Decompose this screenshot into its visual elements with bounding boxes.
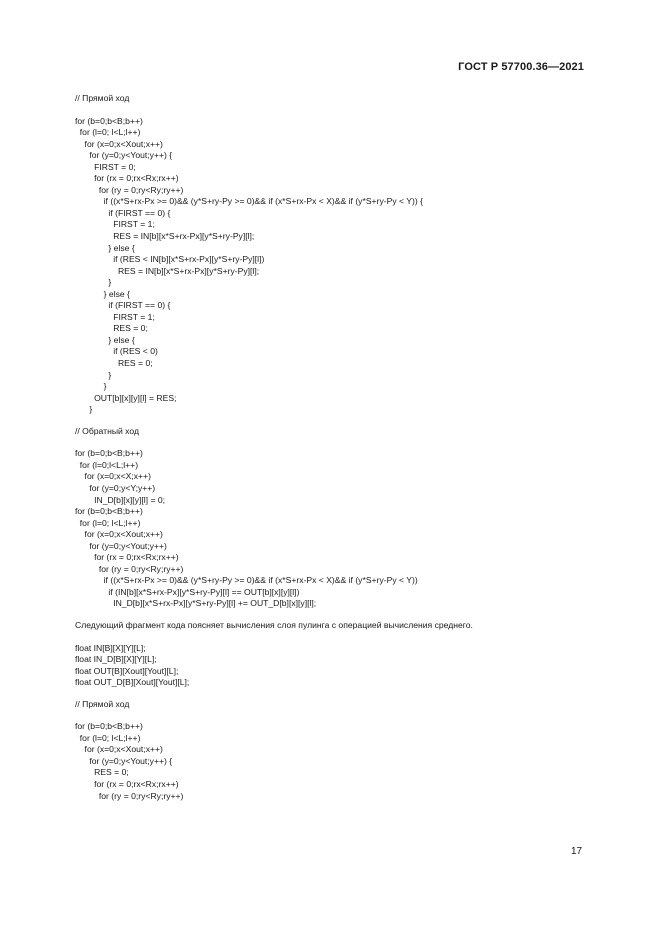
code-block-avg-pool-forward: for (b=0;b<B;b++) for (l=0; l<L;l++) for (x=0;x<Xout;x++) for (y=0;y<Yout;y++) { RES = 0; for (rx = 0;rx<Rx;rx++) for (ry = 0;ry<Ry;ry++) [75, 721, 184, 801]
page-number: 17 [571, 846, 583, 857]
paragraph-avg-pool-intro: Следующий фрагмент кода поясняет вычисления слоя пулинга с операцией вычисления среднего. [75, 619, 473, 630]
document-header: ГОСТ Р 57700.36—2021 [458, 61, 584, 73]
document-body [75, 93, 595, 802]
comment-backward-pass: // Обратный ход [75, 425, 139, 436]
comment-forward-pass-avg: // Прямой ход [75, 698, 130, 709]
code-block-max-pool-backward: for (b=0;b<B;b++) for (l=0;l<L;l++) for (x=0;x<X;x++) for (y=0;y<Y;y++) IN_D[b][x][y][l] = 0; for (b=0;b<B;b++) for (l=0; l<L;l++) for (x=0;x<Xout;x++) for (y=0;y<Yout;y++) for (rx = 0;rx<Rx;rx++) for (ry = 0;ry<Ry;ry++) if ((x*S+rx-Px >= 0)&& (y*S+ry-Py >= 0)&& if (x*S+rx-Px < X)&& if (y*S+ry-Py < Y)) if (IN[b][x*S+rx-Px][y*S+ry-Py][l] == OUT[b][x][y][l]) IN_D[b][x*S+rx-Px][y*S+ry-Py][l] += OUT_D[b][x][y][l]; [75, 448, 418, 609]
comment-forward-pass: // Прямой ход [75, 93, 130, 103]
code-block-declarations: float IN[B][X][Y][L]; float IN_D[B][X][Y][L]; float OUT[B][Xout][Yout][L]; float OUT_D[B][Xout][Yout][L]; [75, 642, 190, 688]
code-block-max-pool-forward: for (b=0;b<B;b++) for (l=0; l<L;l++) for (x=0;x<Xout;x++) for (y=0;y<Yout;y++) { FIRST = 0; for (rx = 0;rx<Rx;rx++) for (ry = 0;ry<Ry;ry++) if ((x*S+rx-Px >= 0)&& (y*S+ry-Py >= 0)&& if (x*S+rx-Px < X)&& if (y*S+ry-Py < Y)) { if (FIRST == 0) { FIRST = 1; RES = IN[b][x*S+rx-Px][y*S+ry-Py][l]; } else { if (RES < IN[b][x*S+rx-Px][y*S+ry-Py][l]) RES = IN[b][x*S+rx-Px][y*S+ry-Py][l]; } } else { if (FIRST == 0) { FIRST = 1; RES = 0; } else { if (RES < 0) RES = 0; } } OUT[b][x][y][l] = RES; } [75, 115, 423, 415]
